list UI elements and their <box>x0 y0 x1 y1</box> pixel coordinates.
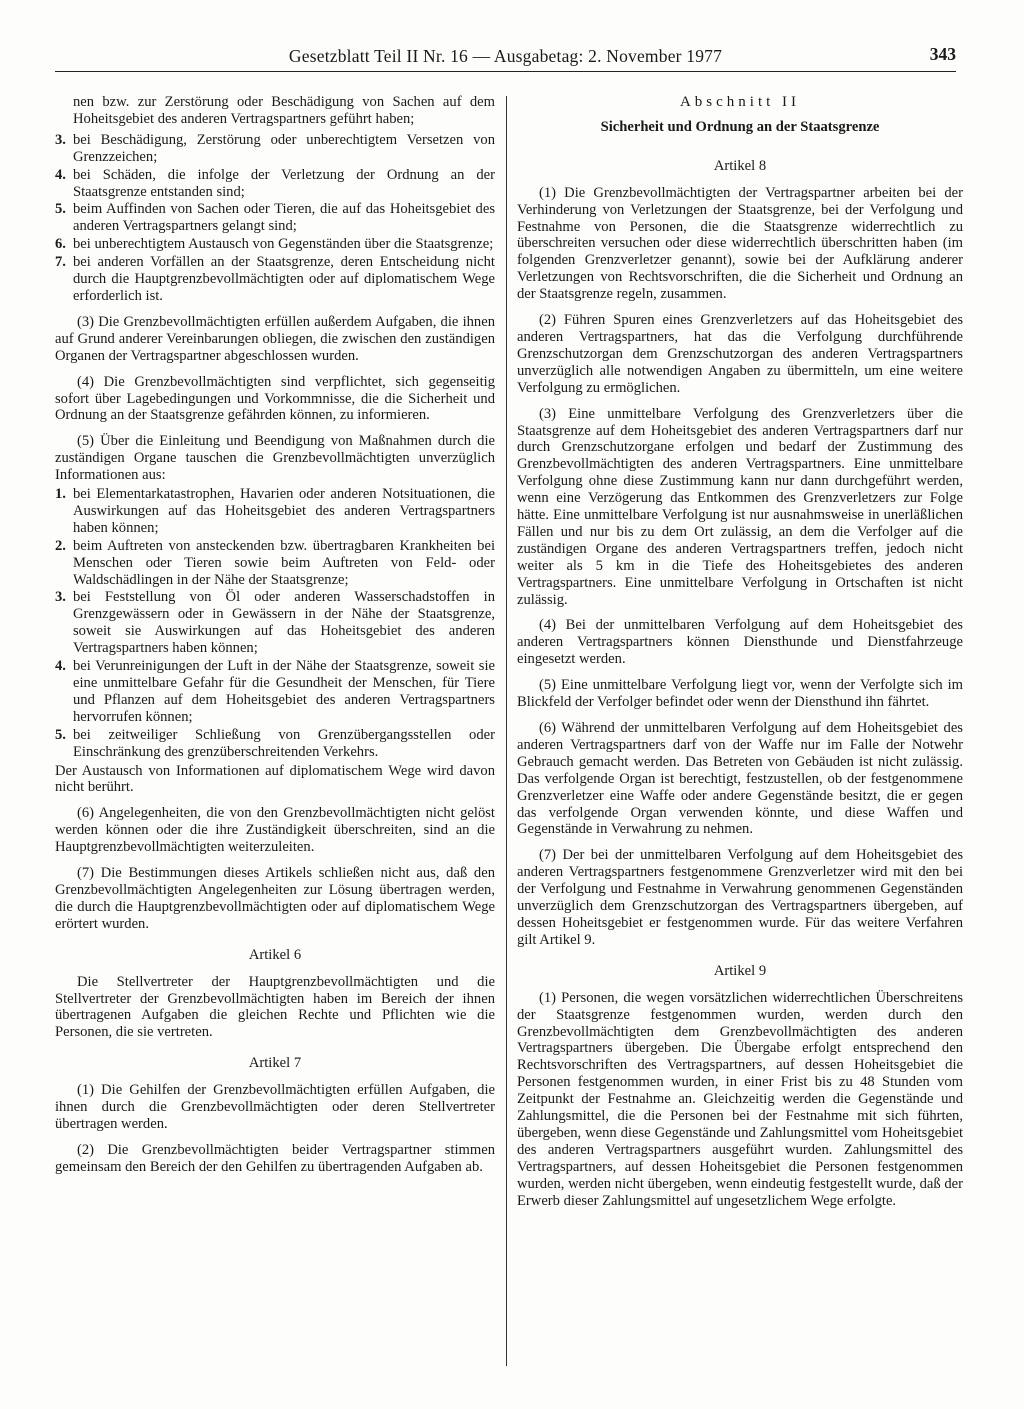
list-item: 5. beim Auffinden von Sachen oder Tieren, die auf das Hoheitsgebiet des anderen Vertragspartners gelangt sind; <box>55 201 495 235</box>
article-8-paragraph-6: (6) Während der unmittelbaren Verfolgung auf dem Hoheitsgebiet des anderen Vertragspartners darf von der Waffe nur im Falle der Notwehr Gebrauch gemacht werden. Das Betreten von Gebäuden ist nicht zulässig. Das verfolgende Organ ist berechtigt, festzustellen, ob der festgenommene Grenzverletzer eine Waffe oder andere Gegenstände besitzt, die er gegen das verfolgende Organ verwenden könnte, und diese Waffen und Gegenstände in Verwahrung zu nehmen. <box>517 720 963 838</box>
list-item: 5. bei zeitweiliger Schließung von Grenzübergangsstellen oder Einschränkung des grenzüberschreitenden Verkehrs. <box>55 726 495 760</box>
article-9-paragraph-1: (1) Personen, die wegen vorsätzlichen widerrechtlichen Überschreitens der Staatsgrenze festgenommen wurden, werden durch den Grenzbevollmächtigten dem Grenzbevollmächtigten des anderen Vertragspartners übergeben. Die Übergabe erfolgt entsprechend den Rechtsvorschriften des Vertragspartners, auf dessen Hoheitsgebiet die Personen festgenommen wurden, in einer Frist bis zu 48 Stunden vom Zeitpunkt der Festnahme an. Gleichzeitig werden die Gegenstände und Zahlungsmittel, die die Personen bei der Festnahme mit sich führten, übergeben, wenn diese Gegenstände und Zahlungsmittel vom Hoheitsgebiet des anderen Vertragspartners ausgeführt wurden. Zahlungsmittel des Vertragspartners, auf dessen Hoheitsgebiet die Personen festgenommen wurden, werden nicht übergeben, wenn eindeutig festgestellt wurde, daß der Erwerb dieser Zahlungsmittel auf ungesetzlichem Wege erfolgte. <box>517 989 963 1209</box>
list-item: 6. bei unberechtigtem Austausch von Gegenständen über die Staatsgrenze; <box>55 236 494 253</box>
column-divider <box>506 96 507 1366</box>
list-item: 7. bei anderen Vorfällen an der Staatsgrenze, deren Entscheidung nicht durch die Hauptgrenzbevollmächtigten oder auf diplomatischem Wege erforderlich ist. <box>55 254 495 304</box>
information-list <box>55 486 495 761</box>
paragraph-5: (5) Über die Einleitung und Beendigung von Maßnahmen durch die zuständigen Organe tauschen die Grenzbevollmächtigten unverzüglich Informationen aus: <box>55 433 495 484</box>
article-8-paragraph-5: (5) Eine unmittelbare Verfolgung liegt vor, wenn der Verfolgte sich im Blickfeld der Verfolger befindet oder wenn der Diensthund ihn fährtet. <box>517 677 963 711</box>
continued-item-text: nen bzw. zur Zerstörung oder Beschädigung von Sachen auf dem Hoheitsgebiet des anderen Vertragspartners geführt haben; <box>73 94 495 127</box>
paragraph-7: (7) Die Bestimmungen dieses Artikels schließen nicht aus, daß den Grenzbevollmächtigten Angelegenheiten zur Lösung übertragen werden, die durch die Hauptgrenzbevollmächtigten oder auf diplomatischem Wege erörtert wurden. <box>55 865 495 932</box>
article-8-paragraph-4: (4) Bei der unmittelbaren Verfolgung auf dem Hoheitsgebiet des anderen Vertragspartners können Diensthunde und Dienstfahrzeuge eingesetzt werden. <box>517 617 963 668</box>
article-6-text: Die Stellvertreter der Hauptgrenzbevollmächtigten und die Stellvertreter der Grenzbevollmächtigten haben im Bereich der ihnen übertragenen Aufgaben die gleichen Rechte und Pflichten wie die Personen, die sie vertreten. <box>55 973 495 1041</box>
list-item: 4. bei Verunreinigungen der Luft in der Nähe der Staatsgrenze, soweit sie eine unmittelbare Gefahr für die Gesundheit der Menschen, für Tiere und Pflanzen auf dem Hoheitsgebiet des anderen Vertragspartners hervorrufen können; <box>55 658 495 725</box>
article-8-paragraph-2: (2) Führen Spuren eines Grenzverletzers auf das Hoheitsgebiet des anderen Vertragspartners, hat das die Verfolgung durchführende Grenzschutzorgan dem Grenzschutzorgan des anderen Vertragspartners unverzüglich alle notwendigen Angaben zu übermitteln, um eine weitere Verfolgung zu ermöglichen. <box>517 312 963 396</box>
article-6-heading: Artikel 6 <box>248 946 302 963</box>
paragraph-4: (4) Die Grenzbevollmächtigten sind verpflichtet, sich gegenseitig sofort über Lagebedingungen und Vorkommnisse, die die Sicherheit und Ordnung an der Staatsgrenze gefährden können, zu informieren. <box>55 373 495 424</box>
list-item: 1. bei Elementarkatastrophen, Havarien oder anderen Notsituationen, die Auswirkungen auf das Hoheitsgebiet des anderen Vertragspartners haben können; <box>55 486 495 536</box>
article-8-paragraph-7: (7) Der bei der unmittelbaren Verfolgung auf dem Hoheitsgebiet des anderen Vertragspartners festgenommene Grenzverletzer wird mit den bei der Verfolgung und Festnahme in Verwahrung genommenen Gegenständen unverzüglich dem Grenzschutzorgan des Vertragspartners übergeben, auf dessen Hoheitsgebiet er festgenommen wurde. Für das weitere Verfahren gilt Artikel 9. <box>517 847 963 948</box>
list-item: 3. bei Beschädigung, Zerstörung oder unberechtigtem Versetzen von Grenzzeichen; <box>55 131 495 165</box>
left-column <box>55 94 495 1185</box>
article-9-heading: Artikel 9 <box>713 962 767 979</box>
article-7-heading: Artikel 7 <box>248 1055 302 1072</box>
article-7-paragraph-2: (2) Die Grenzbevollmächtigten beider Vertragspartner stimmen gemeinsam den Bereich der den Gehilfen zu übertragenden Aufgaben ab. <box>55 1141 495 1175</box>
list-item: 3. bei Feststellung von Öl oder anderen Wasserschadstoffen in Grenzgewässern oder in Gewässern in der Nähe der Staatsgrenze, soweit sie Auswirkungen auf das Hoheitsgebiet des anderen Vertragspartners haben können; <box>55 589 495 657</box>
header-rule <box>55 71 956 72</box>
article-8-paragraph-3: (3) Eine unmittelbare Verfolgung des Grenzverletzers über die Staatsgrenze auf dem Hoheitsgebiet des anderen Vertragspartners darf nur durch Grenzschutzorgane erfolgen und bedarf der Zustimmung des Grenzbevollmächtigten des anderen Vertragspartners. Eine unmittelbare Verfolgung ohne diese Zustimmung kann nur dann durchgeführt werden, wenn eine Verzögerung das Entkommen des Grenzverletzers zur Folge hätte. Eine unmittelbare Verfolgung ist nur ausnahmsweise in unerläßlichen Fällen und nur bis zu dem Ort zulässig, an dem die Verfolger auf die zuständigen Organe des anderen Vertragspartners treffen, jedoch nicht weiter als 5 km in die Tiefe des Hoheitsgebietes des anderen Vertragspartners. Eine unmittelbare Verfolgung in Ortschaften ist nicht zulässig. <box>517 405 963 608</box>
article-7-paragraph-1: (1) Die Gehilfen der Grenzbevollmächtigten erfüllen Aufgaben, die ihnen durch die Grenzbevollmächtigten oder deren Stellvertreter übertragen werden. <box>55 1082 495 1132</box>
article-8-heading: Artikel 8 <box>713 157 767 174</box>
list-item: 2. beim Auftreten von ansteckenden bzw. übertragbaren Krankheiten bei Menschen oder Tieren sowie beim Auftreten von Feld- oder Waldschädlingen in der Nähe der Staatsgrenze; <box>55 537 495 588</box>
paragraph-6: (6) Angelegenheiten, die von den Grenzbevollmächtigten nicht gelöst werden können oder die ihre Zuständigkeit überschreiten, sind an die Hauptgrenzbevollmächtigten weiterzuleiten. <box>55 805 495 856</box>
article-8-paragraph-1: (1) Die Grenzbevollmächtigten der Vertragspartner arbeiten bei der Verhinderung von Verletzungen der Staatsgrenze, bei der Verfolgung und Festnahme von Personen, die die Staatsgrenze widerrechtlich zu überschreiten versuchen oder diese widerrechtlich überschritten haben (im folgenden Grenzverletzer genannt), sowie bei der Aufklärung anderer Verletzungen von Rechtsvorschriften, die die Sicherheit und Ordnung an der Staatsgrenze regeln, zusammen. <box>517 184 963 303</box>
paragraph-3: (3) Die Grenzbevollmächtigten erfüllen außerdem Aufgaben, die ihnen auf Grund anderer Vereinbarungen obliegen, die zwischen den zuständigen Organen der Vertragspartner abgeschlossen wurden. <box>55 313 495 364</box>
incident-list <box>55 132 495 305</box>
paragraph-5-end: Der Austausch von Informationen auf diplomatischem Wege wird davon nicht berührt. <box>55 762 495 796</box>
section-subtitle: Sicherheit und Ordnung an der Staatsgrenze <box>600 118 880 135</box>
page-header <box>55 46 956 74</box>
right-column <box>517 94 963 1218</box>
list-item: 4. bei Schäden, die infolge der Verletzung der Ordnung an der Staatsgrenze entstanden sind; <box>55 166 495 200</box>
section-title: Abschnitt II <box>679 94 801 110</box>
gazette-title: Gesetzblatt Teil II Nr. 16 — Ausgabetag: 2. November 1977 <box>288 46 723 66</box>
page-number: 343 <box>929 44 956 64</box>
